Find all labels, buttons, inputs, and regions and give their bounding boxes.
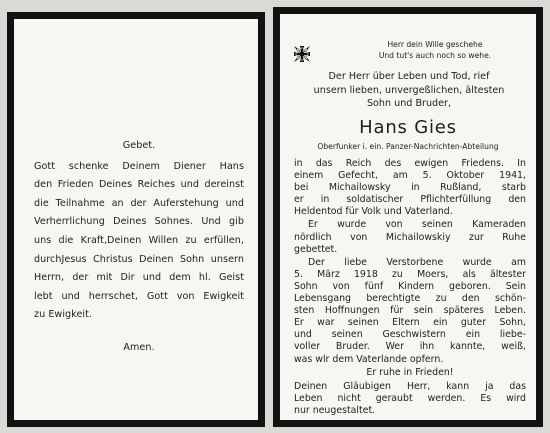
paragraph-closing bbox=[294, 381, 526, 417]
body-line: Leben nicht geraubt werden. Es wird bbox=[294, 392, 526, 404]
intro-text bbox=[294, 70, 524, 111]
prayer-text bbox=[34, 137, 244, 358]
farewell-line: Er ruhe in Frieden! bbox=[366, 366, 454, 378]
body-line: Deinen Gläubigen Herr, kann ja das bbox=[294, 380, 526, 392]
prayer-line: den Frieden Deines Reiches und dereinst bbox=[34, 179, 244, 191]
prayer-amen: Amen. bbox=[123, 341, 155, 353]
motto-line: Herr dein Wille geschehe bbox=[387, 40, 483, 49]
body-line: in das Reich des ewigen Friedens. In bbox=[294, 158, 526, 169]
prayer-line: Herrn, der mit Dir und dem hl. Geist bbox=[34, 272, 244, 284]
prayer-line: zu Ewigkeit. bbox=[34, 309, 93, 321]
intro-line: unsern lieben, unvergeßlichen, ältesten bbox=[313, 84, 505, 96]
prayer-line: uns die Kraft,Deinen Willen zu erfüllen, bbox=[34, 234, 244, 246]
prayer-line: Gott schenke Deinem Diener Hans bbox=[34, 160, 244, 172]
paragraph-burial bbox=[294, 219, 526, 255]
body-line: was wlr dem Vaterlande opfern. bbox=[294, 353, 444, 365]
motto bbox=[350, 40, 520, 61]
prayer-line: Verherrlichung Deines Sohnes. Und gib bbox=[34, 216, 244, 228]
body-line: Er war seinen Eltern ein guter Sohn, bbox=[294, 317, 526, 329]
body-line: und seinen Geschwistern ein liebe- bbox=[294, 329, 526, 341]
intro-line: Der Herr über Leben und Tod, rief bbox=[328, 71, 490, 82]
paragraph-life bbox=[294, 257, 526, 366]
motto-line: Und tut's auch noch so wehe. bbox=[378, 50, 492, 60]
body-line: er in soldatischer Pflichterfüllung den bbox=[294, 194, 526, 206]
prayer-title: Gebet. bbox=[122, 140, 156, 151]
body-line: nur neugestaltet. bbox=[294, 404, 376, 416]
paragraph-death bbox=[294, 158, 526, 218]
prayer-line: lebt und herrschet, Gott von Ewigkeit bbox=[34, 290, 244, 302]
body-line: Sohn von fünf Kindern geboren. Sein bbox=[294, 280, 526, 292]
obituary-body bbox=[294, 158, 526, 418]
deceased-name: Hans Gies bbox=[359, 117, 457, 138]
body-line: nördlich von Michailowskiy zur Ruhe bbox=[294, 231, 526, 243]
intro-line: Sohn und Bruder, bbox=[366, 98, 452, 109]
body-line: einem Gefecht, am 5. Oktober 1941, bbox=[294, 170, 526, 182]
body-line: Der liebe Verstorbene wurde am bbox=[308, 256, 526, 268]
obituary-card bbox=[273, 7, 543, 427]
prayer-card bbox=[7, 12, 265, 427]
prayer-line: durchJesus Christus Deinen Sohn unsern bbox=[34, 253, 244, 265]
body-line: Lebensgang berechtigte zu den schön- bbox=[294, 293, 526, 305]
iron-cross-icon bbox=[292, 44, 312, 64]
body-line: Er wurde von seinen Kameraden bbox=[308, 219, 526, 231]
body-line: Heldentod für Volk und Vaterland. bbox=[294, 206, 453, 218]
body-line: gebettet. bbox=[294, 243, 338, 255]
prayer-line: die Teilnahme an der Auferstehung und bbox=[34, 197, 244, 209]
body-line: bei Michailowsky in Rußland, starb bbox=[294, 182, 526, 194]
body-line: sten Hoffnungen für sein späteres Leben. bbox=[294, 305, 526, 317]
body-line: 5. März 1918 zu Moers, als ältester bbox=[294, 268, 526, 280]
body-line: voller Bruder. Wer ihn kannte, weiß, bbox=[294, 341, 526, 353]
military-rank: Oberfunker i. ein. Panzer-Nachrichten-Abteilung bbox=[317, 142, 499, 151]
